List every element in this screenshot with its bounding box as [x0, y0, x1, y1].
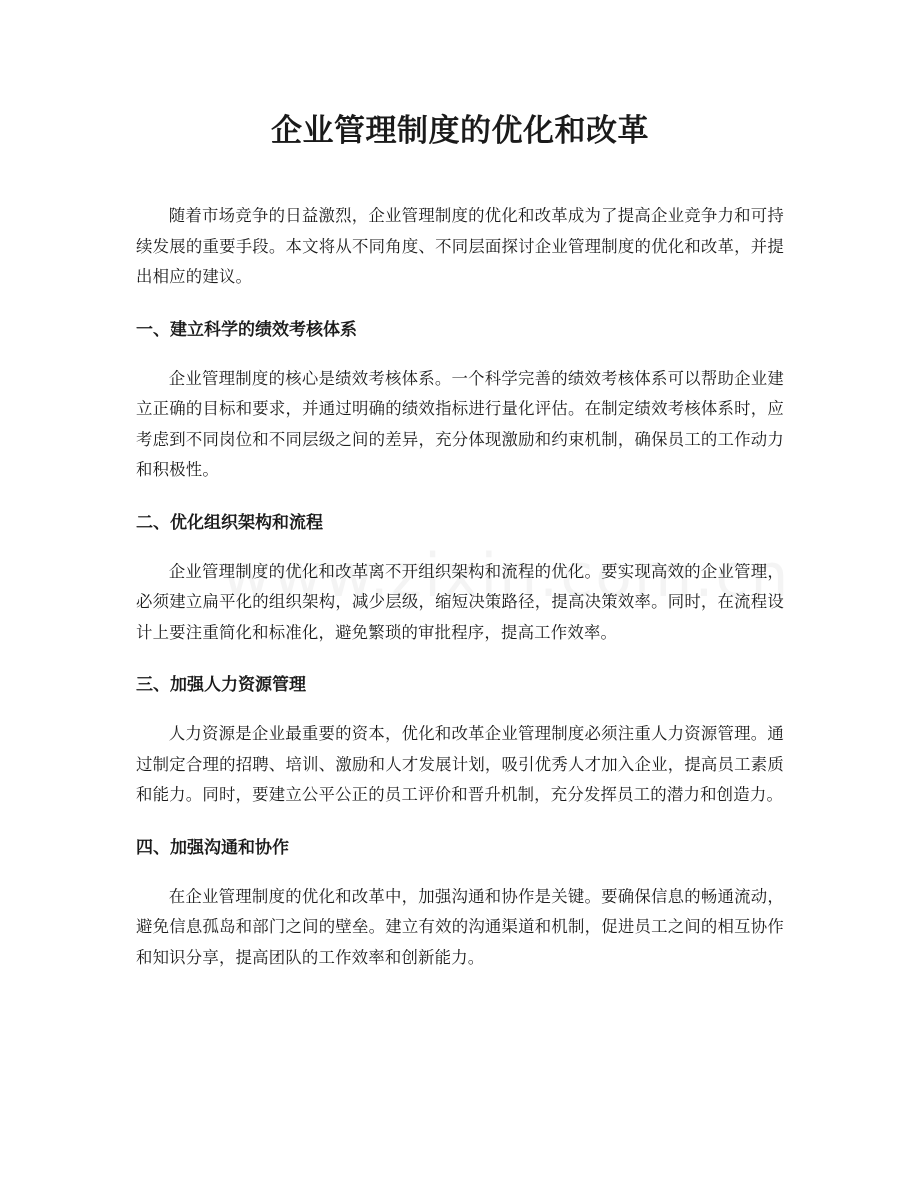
section-body-1: 企业管理制度的核心是绩效考核体系。一个科学完善的绩效考核体系可以帮助企业建立正确的目标和要求，并通过明确的绩效指标进行量化评估。在制定绩效考核体系时，应考虑到不同岗位和不同层级之间的差异，充分体现激励和约束机制，确保员工的工作动力和积极性。 [136, 368, 784, 479]
intro-paragraph: 随着市场竞争的日益激烈，企业管理制度的优化和改革成为了提高企业竞争力和可持续发展的重要手段。本文将从不同角度、不同层面探讨企业管理制度的优化和改革，并提出相应的建议。 [136, 206, 784, 286]
section-body-3: 人力资源是企业最重要的资本，优化和改革企业管理制度必须注重人力资源管理。通过制定合理的招聘、培训、激励和人才发展计划，吸引优秀人才加入企业，提高员工素质和能力。同时，要建立公平公正的员工评价和晋升机制，充分发挥员工的潜力和创造力。 [136, 724, 784, 804]
section-heading-2: 二、优化组织架构和流程 [136, 512, 323, 533]
section-heading-3: 三、加强人力资源管理 [136, 675, 306, 695]
section-body-4: 在企业管理制度的优化和改革中，加强沟通和协作是关键。要确保信息的畅通流动，避免信息孤岛和部门之间的壁垒。建立有效的沟通渠道和机制，促进员工之间的相互协作和知识分享，提高团队的工作效率和创新能力。 [136, 886, 784, 967]
section-heading-1: 一、建立科学的绩效考核体系 [136, 319, 357, 340]
section-body-2: 企业管理制度的优化和改革离不开组织架构和流程的优化。要实现高效的企业管理，必须建立扁平化的组织架构，减少层级，缩短决策路径，提高决策效率。同时，在流程设计上要注重简化和标准化，避免繁琐的审批程序，提高工作效率。 [136, 561, 784, 642]
document-title: 企业管理制度的优化和改革 [271, 113, 649, 149]
section-heading-4: 四、加强沟通和协作 [136, 837, 289, 858]
